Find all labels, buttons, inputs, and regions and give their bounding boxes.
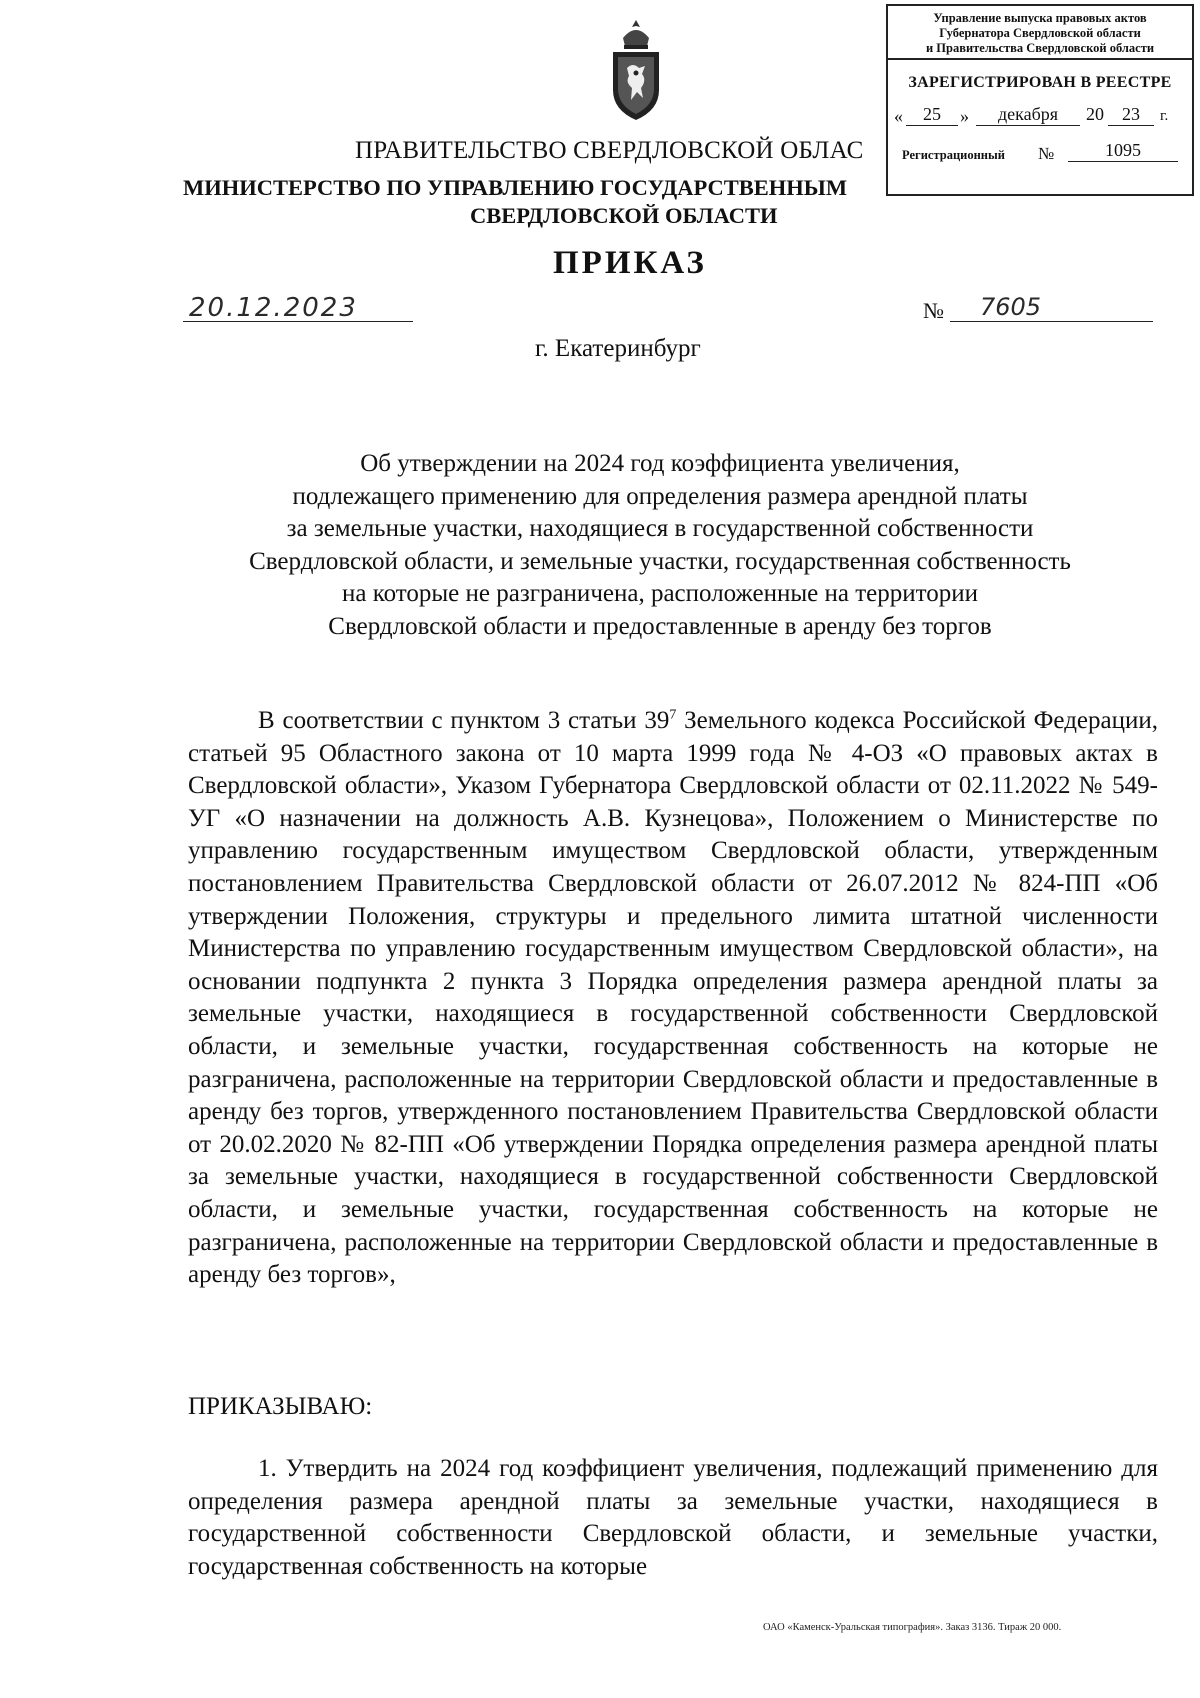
stamp-header-line: Губернатора Свердловской области — [939, 26, 1141, 40]
ministry-title-line1: МИНИСТЕРСТВО ПО УПРАВЛЕНИЮ ГОСУДАРСТВЕННЫМ — [183, 175, 848, 200]
subject-line: Свердловской области, и земельные участки, государственная собственность — [249, 547, 1071, 575]
order-item-1 — [188, 1453, 1158, 1583]
order-word: ПРИКАЗЫВАЮ: — [188, 1393, 373, 1420]
stamp-year-prefix: 20 — [1086, 104, 1104, 124]
stamp-header-line: и Правительства Свердловской области — [925, 41, 1155, 55]
preamble-start: В соответствии с пунктом 3 статьи 39 — [258, 707, 670, 734]
stamp-year-unit: г. — [1160, 108, 1169, 124]
registration-stamp — [886, 4, 1194, 196]
article-superscript: 7 — [669, 707, 677, 723]
subject-line: подлежащего применению для определения размера арендной платы — [292, 482, 1028, 510]
stamp-reg-number: 1095 — [1068, 140, 1178, 162]
stamp-month: декабря — [976, 104, 1080, 126]
order-item-1-text: 1. Утвердить на 2024 год коэффициент увеличения, подлежащий применению для определения размера арендной платы за земельные участки, находящиеся в государственной собственности Свердловской области, и земельные участки, государственная собственность на которые — [188, 1455, 1158, 1580]
stamp-year-suffix: 23 — [1108, 104, 1154, 126]
handwritten-date: 20.12.2023 — [183, 296, 413, 322]
printer-imprint: ОАО «Каменск-Уральская типография». Заказ 3136. Тираж 20 000. — [763, 1622, 1062, 1633]
handwritten-order-number: 7605 — [950, 296, 1153, 322]
stamp-number-sign: № — [1038, 144, 1055, 163]
preamble-paragraph — [188, 705, 1158, 1292]
subject-line: Свердловской области и предоставленные в аренду без торгов — [328, 612, 992, 640]
city: г. Екатеринбург — [535, 335, 701, 362]
preamble-rest: Земельного кодекса Российской Федерации, статьей 95 Областного закона от 10 марта 1999 года № 4-ОЗ «О правовых актах в Свердловской области», Указом Губернатора Свердловской области от 02.11.2022 № 549-УГ «О назначении на должность А.В. Кузнецова», Положением о Министерстве по управлению государственным имуществом Свердловской области, утвержденным постановлением Правительства Свердловской области от 26.07.2012 № 824-ПП «Об утверждении Положения, структуры и предельного лимита штатной численности Министерства по управлению государственным имуществом Свердловской области», на основании подпункта 2 пункта 3 Порядка определения размера арендной платы за земельные участки, находящиеся в государственной собственности Свердловской области, и земельные участки, государственная собственность на которые не разграничена, расположенные на территории Свердловской области и предоставленные в аренду без торгов, утвержденного постановлением Правительства Свердловской области от 20.02.2020 № 82-ПП «Об утверждении Порядка определения размера арендной платы за земельные участки, находящиеся в государственной собственности Свердловской области, и земельные участки, государственная собственность на которые не разграничена, расположенные на территории Свердловской области и предоставленные в аренду без торгов», — [188, 707, 1158, 1289]
government-title: ПРАВИТЕЛЬСТВО СВЕРДЛОВСКОЙ ОБЛАС — [355, 137, 864, 164]
document-type: ПРИКАЗ — [553, 245, 707, 281]
stamp-day: 25 — [906, 104, 958, 126]
stamp-date: « 25 » декабря 20 23 г. — [894, 104, 1169, 126]
subject-line: Об утверждении на 2024 год коэффициента увеличения, — [360, 450, 960, 477]
subject-line: за земельные участки, находящиеся в государственной собственности — [286, 515, 1034, 542]
stamp-header-line: Управление выпуска правовых актов — [933, 11, 1147, 25]
coat-of-arms-emblem — [609, 18, 663, 122]
ministry-title-line2: СВЕРДЛОВСКОЙ ОБЛАСТИ — [470, 203, 778, 228]
stamp-registered-label: ЗАРЕГИСТРИРОВАН В РЕЕСТРЕ — [908, 74, 1172, 91]
stamp-reg-number-label: Регистрационный — [902, 148, 1005, 162]
stamp-header — [888, 6, 1192, 60]
subject-line: на которые не разграничена, расположенные на территории — [342, 580, 978, 607]
stamp-reg-number-row — [888, 138, 1192, 172]
document-subject — [180, 448, 1140, 643]
order-number-sign: № — [923, 298, 944, 323]
